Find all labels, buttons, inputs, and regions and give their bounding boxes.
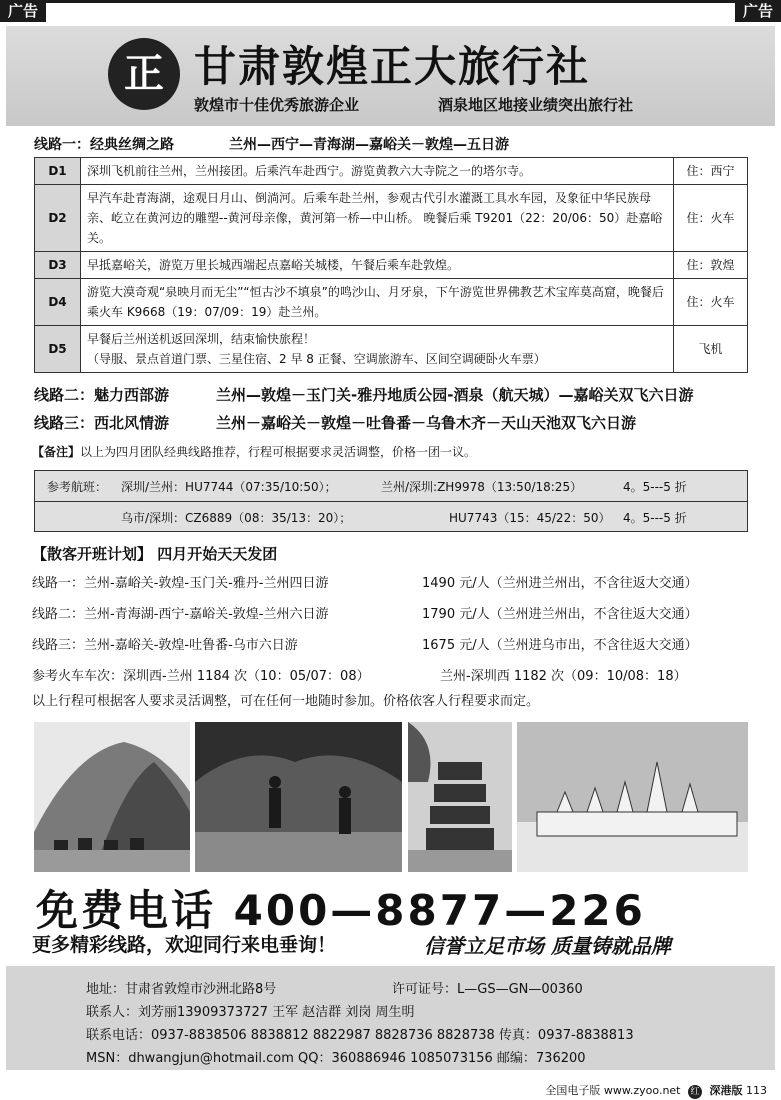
- train-info-return: 兰州-深圳西 1182 次（09：10/08：18）: [440, 669, 687, 684]
- route2-title: 线路二：魅力西部游: [34, 386, 170, 404]
- contact-phones: 联系电话：0937-8838506 8838812 8822987 8828736 8828738 传真：0937-8838813: [86, 1028, 634, 1043]
- day-description: 深圳飞机前往兰州，兰州接团。后乘汽车赴西宁。游览黄教六大寺院之一的塔尔寺。: [81, 158, 674, 185]
- day-description: 早汽车赴青海湖，途观日月山、倒淌河。后乘车赴兰州，参观古代引水灌溉工具水车园，及象征中华民族母亲、屹立在黄河边的雕塑--黄河母亲像，黄河第一桥—中山桥。 晚餐后乘 T9201（22：20/06：50）赴嘉峪关。: [81, 185, 674, 252]
- remark: [32, 443, 476, 460]
- route1-heading: [34, 134, 509, 154]
- itinerary-row: [35, 252, 748, 279]
- day-description-line: 早餐后兰州送机返回深圳，结束愉快旅程！: [87, 332, 316, 346]
- address: 地址：甘肃省敦煌市沙洲北路8号: [86, 982, 277, 997]
- remark-label: 【备注】: [32, 445, 81, 459]
- slogan-right: 酒泉地区地接业绩突出旅行社: [438, 96, 634, 114]
- photo-stupas: [517, 722, 748, 872]
- flight-return: 兰州/深圳:ZH9978（13:50/18:25）: [381, 480, 583, 494]
- day-label: D1: [35, 158, 81, 185]
- toll-free-phone: 免费电话 400—8877—226: [36, 886, 646, 935]
- flights-label: 参考航班：: [47, 480, 108, 494]
- flight-return: HU7743（15：45/22：50）: [449, 511, 611, 525]
- flight-discount: 4。5---5 折: [623, 480, 687, 494]
- day-stay: 住：西宁: [674, 158, 748, 185]
- sanke-heading: 【散客开班计划】 四月开始天天发团: [32, 545, 278, 563]
- edition-badge-icon: 红: [688, 1085, 702, 1099]
- sanke-route: 线路二：兰州-青海湖-西宁-嘉峪关-敦煌-兰州六日游: [32, 607, 329, 622]
- day-stay: 住：火车: [674, 185, 748, 252]
- day-stay: 飞机: [674, 326, 748, 373]
- contact-persons: 联系人：刘芳丽13909373727 王军 赵洁群 刘岗 周生明: [86, 1005, 415, 1020]
- flights-box: [34, 470, 748, 532]
- edition-region: 深港版: [709, 1084, 743, 1097]
- closing-note: 以上行程可根据客人要求灵活调整，可在任何一地随时参加。价格依客人行程要求而定。: [32, 694, 540, 709]
- day-inclusions: （导服、景点首道门票、三星住宿、2 早 8 正餐、空调旅游车、区间空调硬卧火车票）: [87, 352, 546, 366]
- tagline-brand: 信誉立足市场 质量铸就品牌: [424, 934, 671, 958]
- day-label: D4: [35, 279, 81, 326]
- itinerary-table: [34, 157, 748, 373]
- flight-discount: 4。5---5 折: [623, 511, 687, 525]
- flight-row: [35, 471, 747, 501]
- photo-dancers: [195, 722, 402, 872]
- route3-path: 兰州－嘉峪关－敦煌－吐鲁番－乌鲁木齐－天山天池双飞六日游: [216, 414, 637, 432]
- flight-row: [35, 502, 747, 532]
- edition-url: 全国电子版 www.zyoo.net: [545, 1084, 681, 1097]
- slogan-left: 敦煌市十佳优秀旅游企业: [194, 96, 360, 114]
- day-description: 早抵嘉峪关，游览万里长城西端起点嘉峪关城楼，午餐后乘车赴敦煌。: [81, 252, 674, 279]
- header-banner: [6, 26, 775, 126]
- day-description: [81, 326, 674, 373]
- day-label: D3: [35, 252, 81, 279]
- company-logo: 正: [108, 38, 180, 110]
- route3-title: 线路三：西北风情游: [34, 414, 170, 432]
- route1-title: 线路一：经典丝绸之路: [34, 137, 174, 153]
- flight-outbound: 乌市/深圳：CZ6889（08：35/13：20）；: [121, 511, 352, 525]
- sanke-price: 1490 元/人（兰州进兰州出，不含往返大交通）: [422, 576, 698, 591]
- itinerary-row: [35, 158, 748, 185]
- tagline-inquiry: 更多精彩线路，欢迎同行来电垂询！: [32, 934, 337, 956]
- route3-heading: [34, 412, 636, 433]
- sanke-route: 线路一：兰州-嘉峪关-敦煌-玉门关-雅丹-兰州四日游: [32, 576, 329, 591]
- license-number: 许可证号：L—GS—GN—00360: [392, 982, 583, 997]
- day-label: D5: [35, 326, 81, 373]
- sanke-price: 1790 元/人（兰州进兰州出，不含往返大交通）: [422, 607, 698, 622]
- sanke-route: 线路三：兰州-嘉峪关-敦煌-吐鲁番-乌市六日游: [32, 638, 298, 653]
- day-stay: 住：火车: [674, 279, 748, 326]
- photo-strip: [0, 722, 781, 872]
- address-row: [86, 978, 583, 997]
- train-info: 参考火车车次：深圳西-兰州 1184 次（10：05/07：08）: [32, 669, 370, 684]
- route2-path: 兰州—敦煌－玉门关-雅丹地质公园-酒泉（航天城）—嘉峪关双飞六日游: [216, 386, 694, 404]
- remark-text: 以上为四月团队经典线路推荐，行程可根据要求灵活调整，价格一团一议。: [80, 445, 477, 459]
- sanke-price: 1675 元/人（兰州进乌市出，不含往返大交通）: [422, 638, 698, 653]
- itinerary-row: [35, 326, 748, 373]
- route1-path: 兰州—西宁—青海湖—嘉峪关－敦煌—五日游: [229, 137, 509, 153]
- day-description: 游览大漠奇观“泉映月而无尘”“恒古沙不填泉”的鸣沙山、月牙泉，下午游览世界佛教艺术宝库莫高窟，晚餐后乘火车 K9668（19：07/09：19）赴兰州。: [81, 279, 674, 326]
- contact-msn: MSN：dhwangjun@hotmail.com QQ：360886946 1085073156 邮编：736200: [86, 1051, 586, 1066]
- company-name: 甘肃敦煌正大旅行社: [194, 42, 591, 91]
- contact-panel: [6, 966, 775, 1070]
- ad-tag-right: 广告: [735, 0, 781, 22]
- itinerary-row: [35, 279, 748, 326]
- ad-tag-left: 广告: [0, 0, 46, 22]
- flight-outbound: 深圳/兰州：HU7744（07:35/10:50）；: [121, 480, 337, 494]
- itinerary-row: [35, 185, 748, 252]
- day-stay: 住：敦煌: [674, 252, 748, 279]
- page-footer: [545, 1082, 767, 1099]
- route2-heading: [34, 384, 693, 405]
- top-rule: [46, 0, 735, 3]
- page-number: 113: [746, 1084, 767, 1097]
- photo-tower: [408, 722, 512, 872]
- photo-sand-dunes: [34, 722, 190, 872]
- day-label: D2: [35, 185, 81, 252]
